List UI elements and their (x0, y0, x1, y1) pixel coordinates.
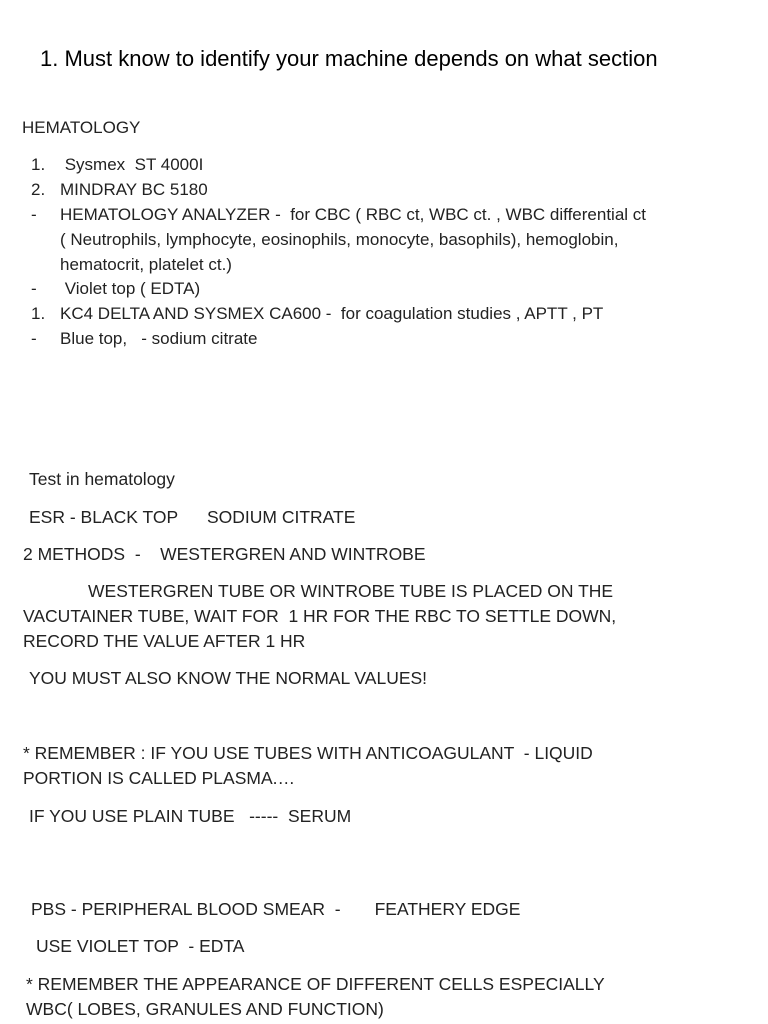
list-item: Blue top, - sodium citrate (60, 329, 258, 348)
list-item-continuation: ( Neutrophils, lymphocyte, eosinophils, monocyte, basophils), hemoglobin, (60, 230, 619, 249)
paragraph-line: WBC( LOBES, GRANULES AND FUNCTION) (26, 999, 384, 1019)
list-marker: 2. (31, 180, 46, 199)
list-marker: 1. (31, 304, 46, 323)
list-marker: - (31, 329, 37, 348)
paragraph-line: PORTION IS CALLED PLASMA.… (23, 768, 295, 788)
list-item: HEMATOLOGY ANALYZER - for CBC ( RBC ct, WBC ct. , WBC differential ct (60, 205, 646, 224)
methods-line: 2 METHODS - WESTERGREN AND WINTROBE (23, 544, 426, 564)
list-marker: - (31, 279, 37, 298)
paragraph-line: WESTERGREN TUBE OR WINTROBE TUBE IS PLACED ON THE (88, 581, 614, 601)
list-marker: - (31, 205, 37, 224)
section-heading-hematology: HEMATOLOGY (22, 118, 141, 137)
list-item: MINDRAY BC 5180 (60, 180, 208, 199)
section-heading-tests: Test in hematology (29, 469, 175, 489)
normal-values-note: YOU MUST ALSO KNOW THE NORMAL VALUES! (29, 668, 428, 688)
list-marker: 1. (31, 155, 46, 174)
paragraph-line: VACUTAINER TUBE, WAIT FOR 1 HR FOR THE RBC TO SETTLE DOWN, (23, 606, 617, 626)
violet-edta-line: USE VIOLET TOP - EDTA (36, 936, 245, 956)
paragraph-line: * REMEMBER THE APPEARANCE OF DIFFERENT CELLS ESPECIALLY (26, 974, 605, 994)
list-item: Violet top ( EDTA) (60, 279, 201, 298)
plain-tube-note: IF YOU USE PLAIN TUBE ----- SERUM (29, 806, 352, 826)
pbs-line: PBS - PERIPHERAL BLOOD SMEAR - FEATHERY EDGE (31, 899, 521, 919)
page-title: 1. Must know to identify your machine depends on what section (40, 46, 658, 71)
list-item-continuation: hematocrit, platelet ct.) (60, 255, 232, 274)
esr-line: ESR - BLACK TOP SODIUM CITRATE (29, 507, 356, 527)
paragraph-line: RECORD THE VALUE AFTER 1 HR (23, 631, 306, 651)
list-item: KC4 DELTA AND SYSMEX CA600 - for coagulation studies , APTT , PT (60, 304, 604, 323)
paragraph-line: * REMEMBER : IF YOU USE TUBES WITH ANTICOAGULANT - LIQUID (23, 743, 593, 763)
list-item: Sysmex ST 4000I (60, 155, 204, 174)
